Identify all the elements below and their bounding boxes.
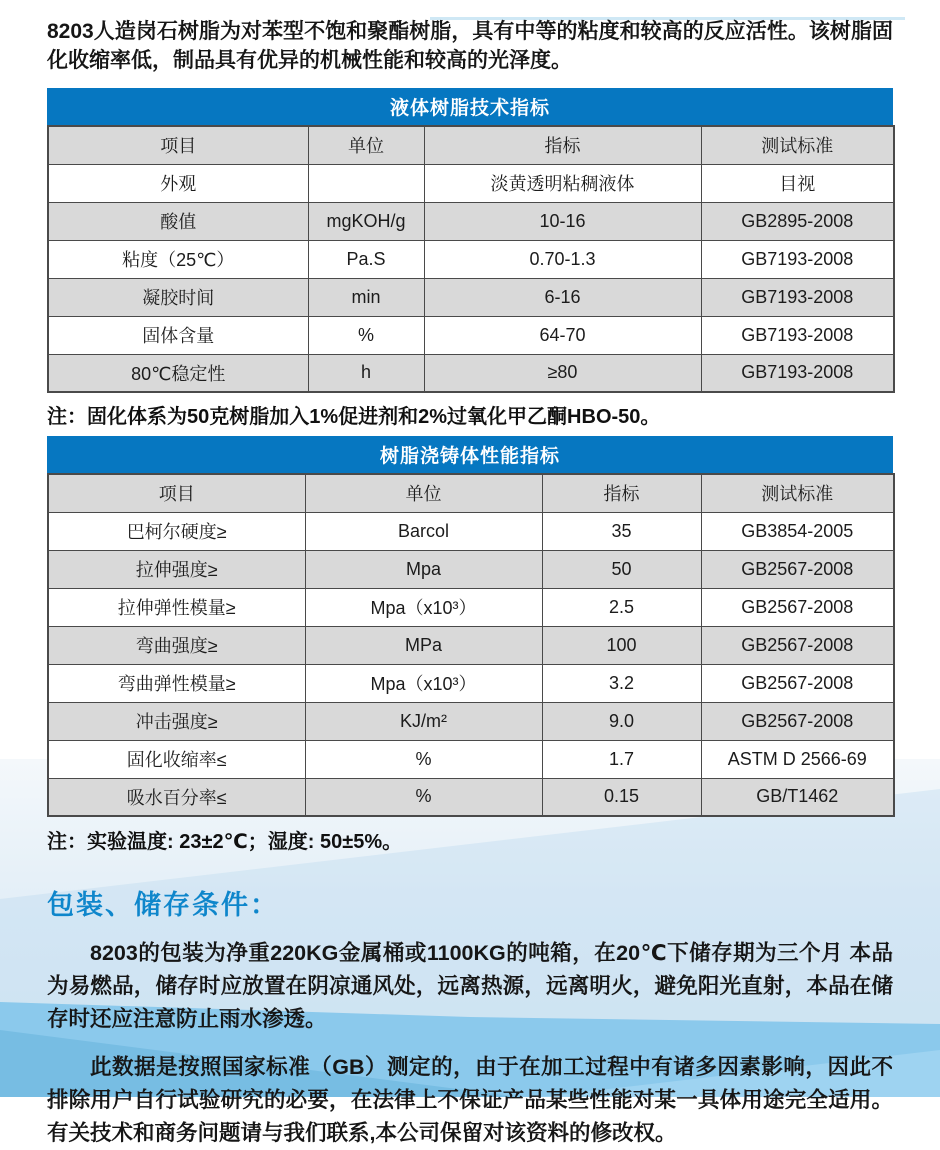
table-cell: GB7193-2008 xyxy=(701,240,894,278)
table-row xyxy=(48,778,894,816)
column-header: 单位 xyxy=(308,126,424,164)
table-row xyxy=(48,240,894,278)
storage-paragraph-2: 此数据是按照国家标准（GB）测定的，由于在加工过程中有诸多因素影响，因此不排除用户自行试验研究的必要，在法律上不保证产品某些性能对某一具体用途完全适用。有关技术和商务问题请与我们联系,本公司保留对该资料的修改权。 xyxy=(47,1055,893,1145)
table-row xyxy=(48,164,894,202)
table-row xyxy=(48,702,894,740)
table-cell xyxy=(308,164,424,202)
header-row xyxy=(48,474,894,512)
table-cell: 50 xyxy=(542,550,701,588)
table-cell: GB2567-2008 xyxy=(701,702,894,740)
table-cell: GB2567-2008 xyxy=(701,664,894,702)
table-cell: 弯曲弹性模量≥ xyxy=(48,664,305,702)
table-cell: 100 xyxy=(542,626,701,664)
table-cell: 粘度（25℃） xyxy=(48,240,308,278)
table-cell: Mpa xyxy=(305,550,542,588)
liquid-resin-table-title: 液体树脂技术指标 xyxy=(47,88,893,125)
table-cell: ≥80 xyxy=(424,354,701,392)
page-content xyxy=(0,17,940,1150)
intro-paragraph: 8203人造岗石树脂为对苯型不饱和聚酯树脂，具有中等的粘度和较高的反应活性。该树脂固化收缩率低，制品具有优异的机械性能和较高的光泽度。 xyxy=(47,20,893,72)
table-cell: 1.7 xyxy=(542,740,701,778)
table-cell: min xyxy=(308,278,424,316)
table-cell: 凝胶时间 xyxy=(48,278,308,316)
table-cell: 拉伸强度≥ xyxy=(48,550,305,588)
table-row xyxy=(48,202,894,240)
column-header: 测试标准 xyxy=(701,126,894,164)
casting-body-table-title: 树脂浇铸体性能指标 xyxy=(47,436,893,473)
table-cell: 目视 xyxy=(701,164,894,202)
table-cell: h xyxy=(308,354,424,392)
table-row xyxy=(48,512,894,550)
casting-body-table-header xyxy=(48,474,894,512)
header-row xyxy=(48,126,894,164)
table-row xyxy=(48,740,894,778)
table-cell: 淡黄透明粘稠液体 xyxy=(424,164,701,202)
table-cell: GB2567-2008 xyxy=(701,588,894,626)
table-cell: 拉伸弹性模量≥ xyxy=(48,588,305,626)
column-header: 项目 xyxy=(48,474,305,512)
table-cell: GB/T1462 xyxy=(701,778,894,816)
liquid-table-note: 注：固化体系为50克树脂加入1%促进剂和2%过氧化甲乙酮HBO-50。 xyxy=(47,406,661,428)
table-row xyxy=(48,354,894,392)
column-header: 单位 xyxy=(305,474,542,512)
table-cell: 酸值 xyxy=(48,202,308,240)
table-cell: 80℃稳定性 xyxy=(48,354,308,392)
liquid-resin-table-section xyxy=(47,88,893,393)
column-header: 指标 xyxy=(542,474,701,512)
table-cell: GB2895-2008 xyxy=(701,202,894,240)
casting-body-table-section xyxy=(47,436,893,817)
table-cell: ASTM D 2566-69 xyxy=(701,740,894,778)
table-cell: 外观 xyxy=(48,164,308,202)
table-cell: 6-16 xyxy=(424,278,701,316)
column-header: 测试标准 xyxy=(701,474,894,512)
table-cell: 冲击强度≥ xyxy=(48,702,305,740)
table-cell: GB2567-2008 xyxy=(701,550,894,588)
liquid-resin-table-header xyxy=(48,126,894,164)
table-cell: 9.0 xyxy=(542,702,701,740)
casting-body-table-body xyxy=(48,512,894,816)
table-row xyxy=(48,664,894,702)
table-row xyxy=(48,550,894,588)
table-cell: 3.2 xyxy=(542,664,701,702)
table-cell: GB2567-2008 xyxy=(701,626,894,664)
table-cell: GB7193-2008 xyxy=(701,278,894,316)
table-cell: % xyxy=(305,740,542,778)
storage-conditions-heading: 包装、储存条件： xyxy=(47,890,279,920)
column-header: 项目 xyxy=(48,126,308,164)
table-cell: 64-70 xyxy=(424,316,701,354)
table-cell: 吸水百分率≤ xyxy=(48,778,305,816)
table-cell: Barcol xyxy=(305,512,542,550)
table-cell: GB3854-2005 xyxy=(701,512,894,550)
storage-paragraph-1: 8203的包装为净重220KG金属桶或1100KG的吨箱，在20℃下储存期为三个月 本品为易燃品，储存时应放置在阴凉通风处，远离热源，远离明火，避免阳光直射，本品在储存时还应注意防止雨水渗透。 xyxy=(47,941,893,1031)
column-header: 指标 xyxy=(424,126,701,164)
casting-table-note: 注：实验温度: 23±2℃；湿度: 50±5%。 xyxy=(47,831,403,853)
table-cell: % xyxy=(308,316,424,354)
table-row xyxy=(48,316,894,354)
table-cell: 10-16 xyxy=(424,202,701,240)
table-cell: 0.70-1.3 xyxy=(424,240,701,278)
table-cell: 0.15 xyxy=(542,778,701,816)
table-cell: Pa.S xyxy=(308,240,424,278)
table-cell: Mpa（x10³） xyxy=(305,664,542,702)
table-cell: GB7193-2008 xyxy=(701,316,894,354)
table-cell: mgKOH/g xyxy=(308,202,424,240)
table-cell: 巴柯尔硬度≥ xyxy=(48,512,305,550)
table-cell: 35 xyxy=(542,512,701,550)
table-row xyxy=(48,588,894,626)
table-cell: Mpa（x10³） xyxy=(305,588,542,626)
table-cell: KJ/m² xyxy=(305,702,542,740)
table-cell: 固化收缩率≤ xyxy=(48,740,305,778)
liquid-resin-table-body xyxy=(48,164,894,392)
liquid-resin-table xyxy=(47,125,895,393)
table-row xyxy=(48,278,894,316)
table-cell: MPa xyxy=(305,626,542,664)
table-cell: GB7193-2008 xyxy=(701,354,894,392)
table-row xyxy=(48,626,894,664)
table-cell: 弯曲强度≥ xyxy=(48,626,305,664)
table-cell: 2.5 xyxy=(542,588,701,626)
table-cell: 固体含量 xyxy=(48,316,308,354)
casting-body-table xyxy=(47,473,895,817)
table-cell: % xyxy=(305,778,542,816)
